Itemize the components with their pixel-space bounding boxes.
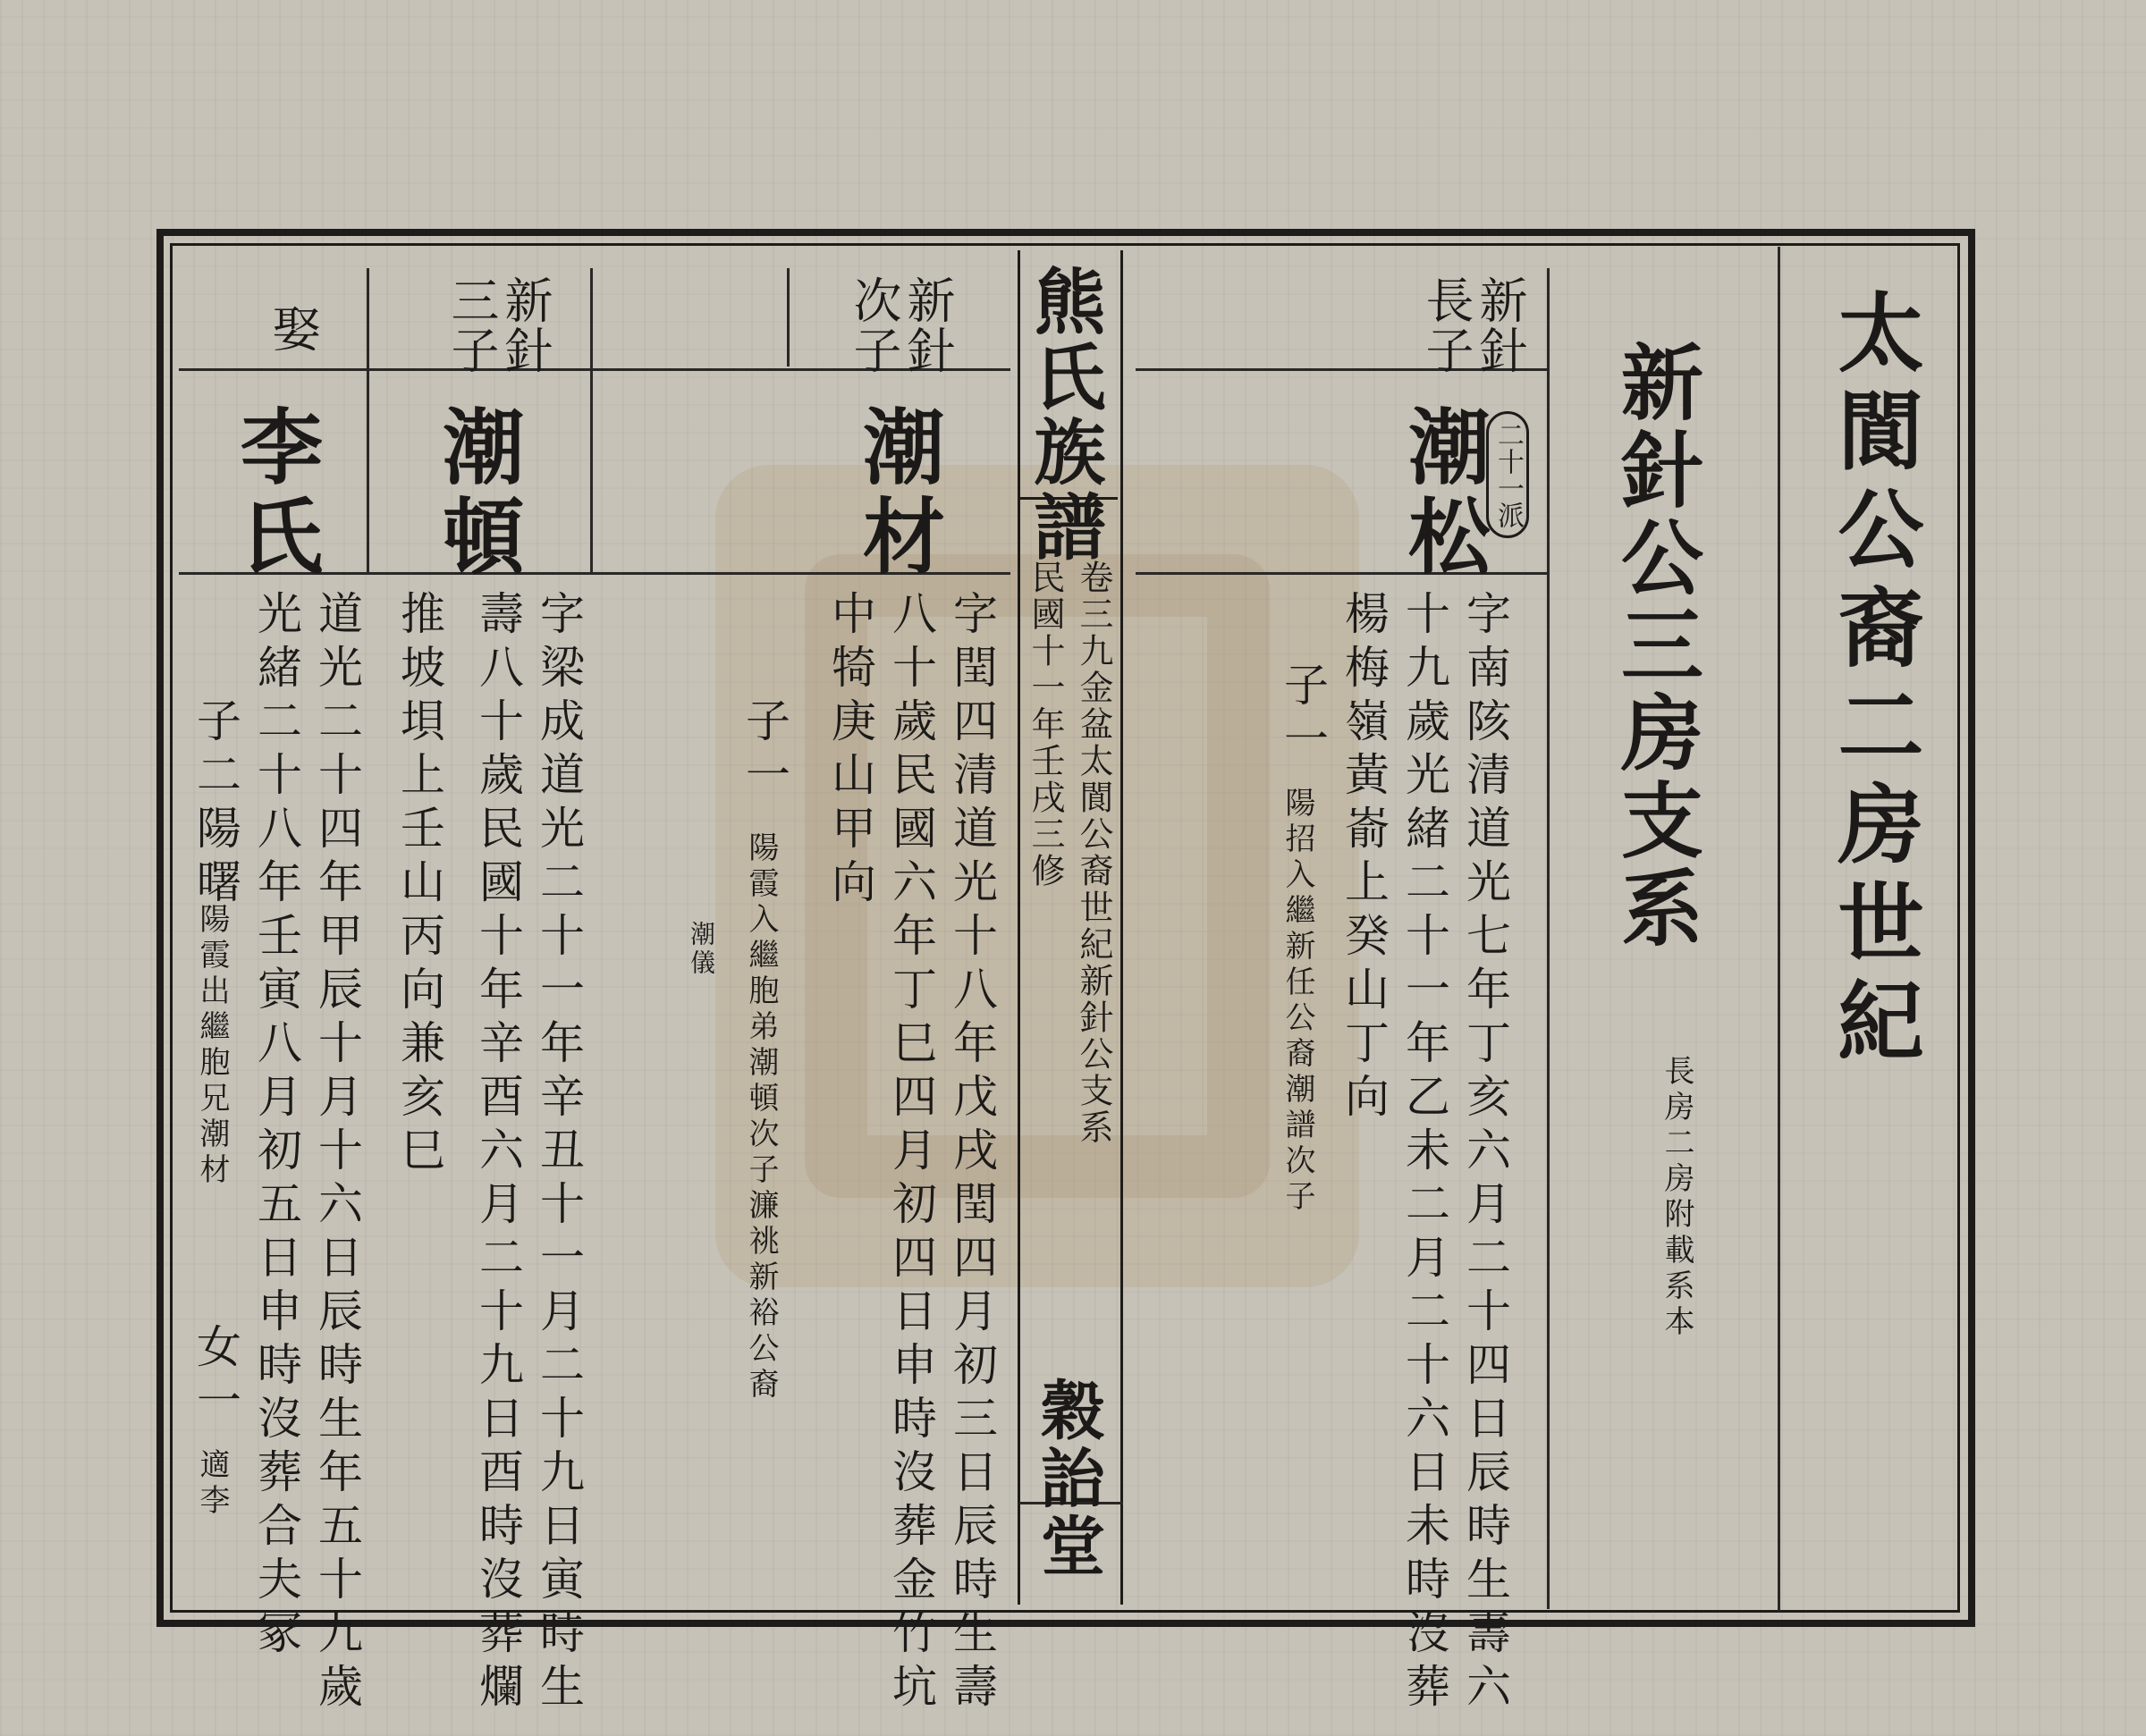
entry-bio-line: 字南陔清道光七年丁亥六月二十四日辰時生壽六 bbox=[1459, 590, 1511, 1716]
branch-title: 新針公三房支系 bbox=[1608, 340, 1704, 953]
entry-bio-line: 字閏四清道光十八年戊戌閏四月初三日辰時生壽 bbox=[946, 590, 998, 1716]
entry-daughter-marriage: 適李 bbox=[194, 1448, 230, 1520]
entry-relation-line2: 三子 bbox=[444, 275, 500, 375]
entry-daughters: 女一 bbox=[190, 1323, 241, 1430]
entry-bio-line: 字梁成道光二十一年辛丑十一月二十九日寅時生 bbox=[533, 590, 585, 1716]
entry-bio-line: 推坡垻上壬山丙向兼亥巳 bbox=[393, 590, 445, 1180]
volume-line: 卷三九金盆太閬公裔世紀新針公支系 bbox=[1074, 560, 1113, 1146]
spouse-name: 李氏 bbox=[227, 404, 324, 583]
column-divider bbox=[590, 268, 593, 572]
column-divider bbox=[367, 268, 369, 572]
entry-bio-line: 中犄庚山甲向 bbox=[824, 590, 876, 912]
column-divider bbox=[787, 268, 790, 367]
entry-relation-line2: 次子 bbox=[846, 275, 902, 375]
entry-children-detail: 陽招入繼新任公裔潮譜次子 bbox=[1280, 787, 1315, 1216]
branch-note: 長房二房附載系本 bbox=[1659, 1055, 1694, 1341]
entry-children-detail: 陽霞出繼胞兄潮材 bbox=[194, 903, 230, 1189]
entry-bio-line: 壽八十歲民國十年辛酉六月二十九日酉時沒葬爛 bbox=[472, 590, 524, 1716]
entry-adopted-note: 潮儀 bbox=[687, 921, 716, 978]
book-title: 熊氏族譜 bbox=[1022, 265, 1106, 565]
entry-name: 潮材 bbox=[849, 404, 946, 583]
edition-line: 民國十一年壬戌三修 bbox=[1026, 560, 1065, 889]
spouse-bio-line: 光緒二十八年壬寅八月初五日申時沒葬合夫冢 bbox=[250, 590, 302, 1663]
entry-relation-line1: 新針 bbox=[900, 275, 956, 375]
main-title: 太閬公裔二房世紀 bbox=[1824, 288, 1925, 1074]
generation-badge: 二十一派 bbox=[1486, 411, 1529, 538]
column-divider bbox=[1778, 247, 1780, 1611]
entry-bio-line: 楊梅嶺黃嵛上癸山丁向 bbox=[1338, 590, 1390, 1126]
spouse-label: 娶 bbox=[265, 304, 321, 354]
entry-relation-line1: 新針 bbox=[497, 275, 553, 375]
entry-bio-line: 八十歲民國六年丁巳四月初四日申時沒葬金竹坑 bbox=[885, 590, 937, 1716]
entry-children-detail: 陽霞入繼胞弟潮頓次子濂祧新裕公裔 bbox=[743, 831, 779, 1403]
column-divider bbox=[1547, 268, 1550, 572]
entry-children: 子二陽曙 bbox=[190, 697, 241, 912]
entry-name: 潮頓 bbox=[429, 404, 526, 583]
entry-children-label: 子一 bbox=[1277, 662, 1329, 769]
entry-bio-line: 十九歲光緒二十一年乙未二月二十六日未時沒葬 bbox=[1398, 590, 1450, 1716]
entry-name: 潮松 bbox=[1395, 404, 1491, 583]
hall-name: 穀詒堂 bbox=[1030, 1377, 1106, 1580]
entry-relation-line1: 新針 bbox=[1472, 275, 1528, 375]
entry-relation-line2: 長子 bbox=[1418, 275, 1474, 375]
spouse-bio-line: 道光二十四年甲辰十月十六日辰時生年五十九歲 bbox=[311, 590, 363, 1716]
entry-children-label: 子一 bbox=[739, 697, 790, 805]
